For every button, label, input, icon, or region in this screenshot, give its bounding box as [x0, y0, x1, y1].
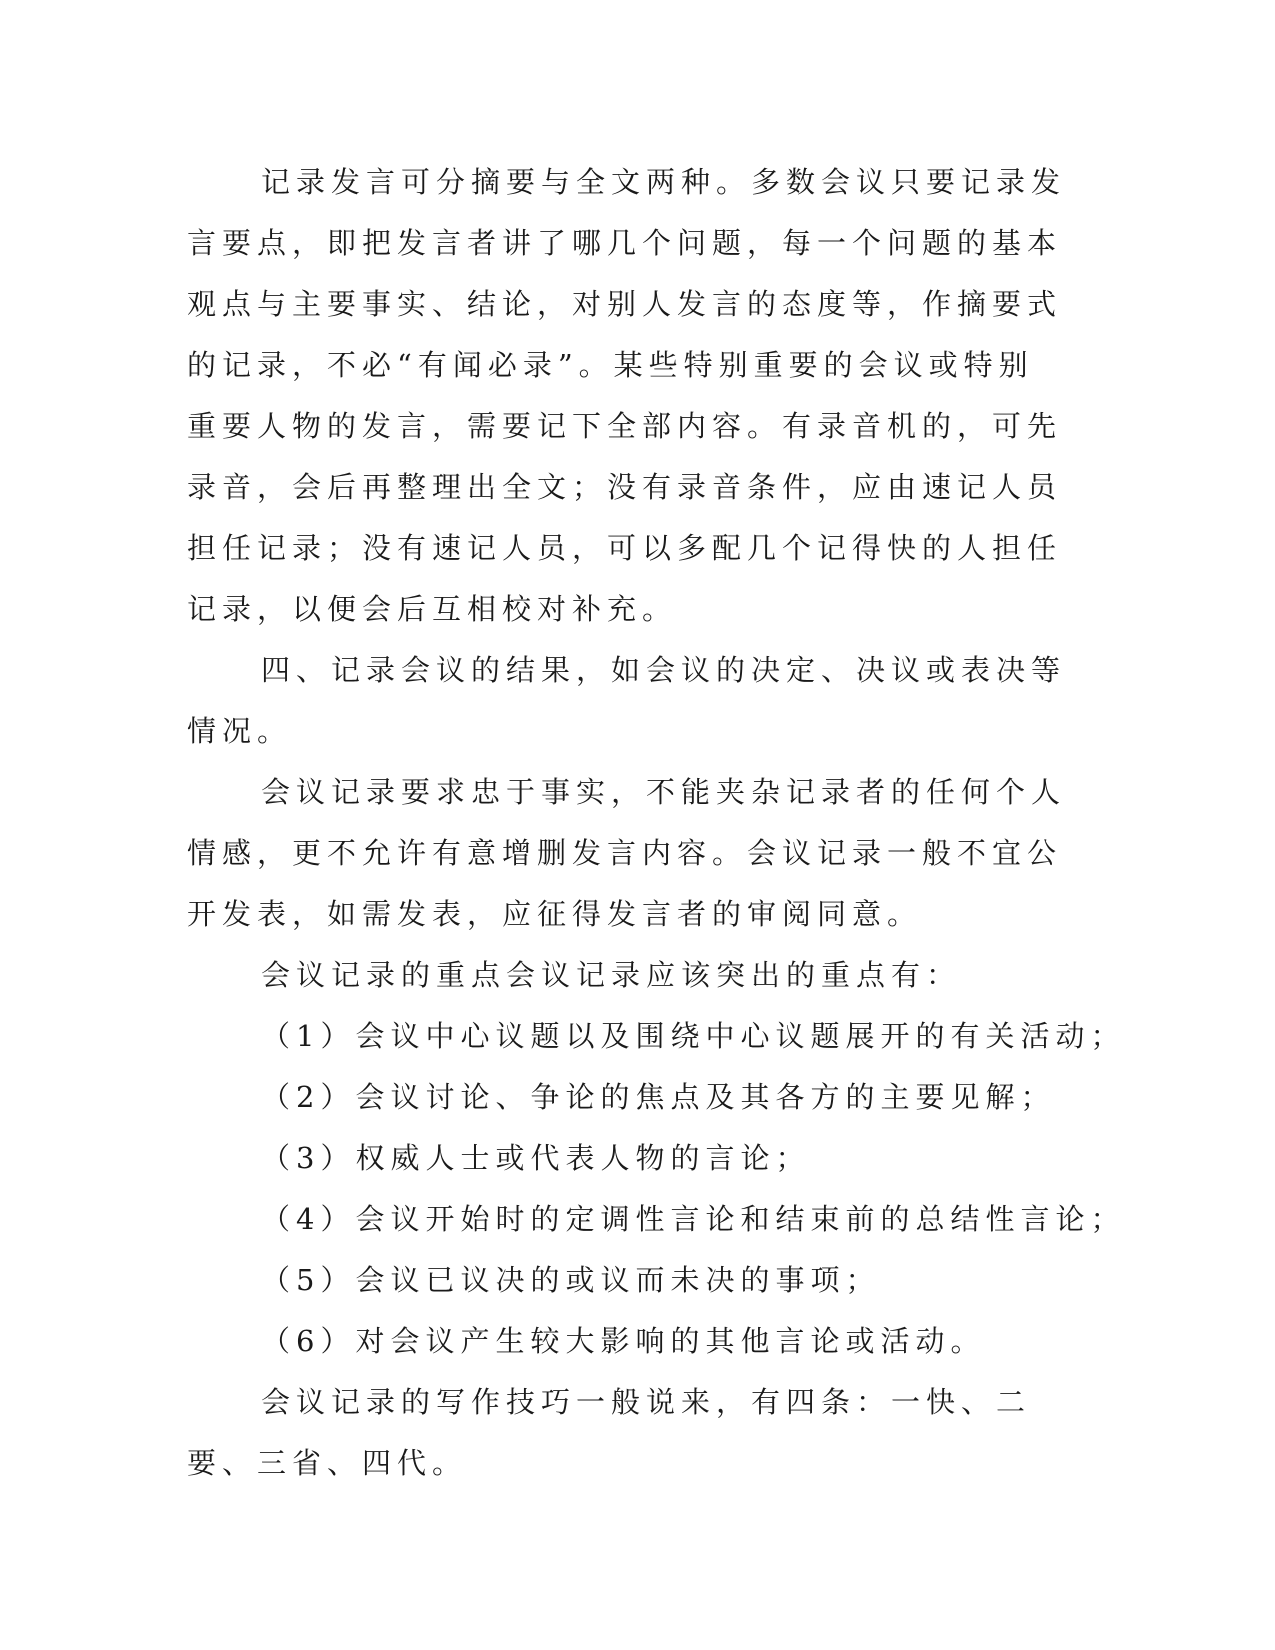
paragraph-record-results: 四、记录会议的结果，如会议的决定、决议或表决等情况。 — [187, 653, 1067, 748]
list-item: （4）会议开始时的定调性言论和结束前的总结性言论； — [261, 1202, 1126, 1236]
list-item: （5）会议已议决的或议而未决的事项； — [261, 1263, 881, 1297]
paragraph-key-points-intro: 会议记录的重点会议记录应该突出的重点有： — [261, 958, 962, 992]
list-item: （6）对会议产生较大影响的其他言论或活动。 — [261, 1324, 986, 1358]
paragraph-record-speech: 记录发言可分摘要与全文两种。多数会议只要记录发言要点，即把发言者讲了哪几个问题，每一个问题的基本观点与主要事实、结论，对别人发言的态度等，作摘要式的记录，不必“有闻必录”。某些特别重要的会议或特别重要人物的发言，需要记下全部内容。有录音机的，可先录音，会后再整理出全文；没有录音条件，应由速记人员担任记录；没有速记人员，可以多配几个记得快的人担任记录，以便会后互相校对补充。 — [187, 165, 1067, 626]
document-body — [187, 152, 1126, 1494]
paragraph-record-requirements: 会议记录要求忠于事实，不能夹杂记录者的任何个人情感，更不允许有意增删发言内容。会议记录一般不宜公开发表，如需发表，应征得发言者的审阅同意。 — [187, 775, 1067, 931]
list-item: （1）会议中心议题以及围绕中心议题展开的有关活动； — [261, 1019, 1126, 1053]
paragraph-writing-tips: 会议记录的写作技巧一般说来，有四条：一快、二要、三省、四代。 — [187, 1385, 1032, 1480]
list-item: （3）权威人士或代表人物的言论； — [261, 1141, 811, 1175]
list-item: （2）会议讨论、争论的焦点及其各方的主要见解； — [261, 1080, 1056, 1114]
